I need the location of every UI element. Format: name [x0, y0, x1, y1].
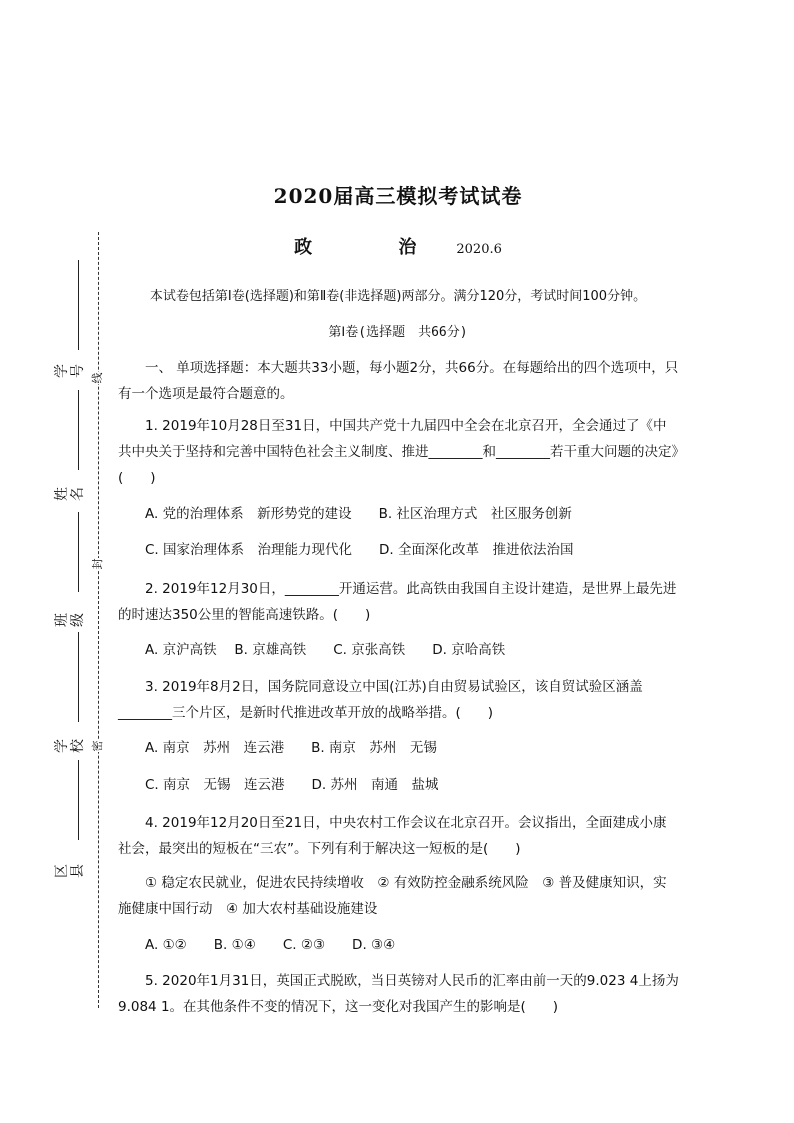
- subject-name: 政 治: [294, 237, 457, 258]
- cut-line: [98, 232, 99, 1008]
- class-label: 班级: [54, 613, 86, 627]
- cut-mark-feng: 封: [91, 558, 104, 570]
- xuexiao-blank: [78, 632, 79, 722]
- question-4-options: A. ①② B. ①④ C. ②③ D. ③④: [145, 937, 396, 953]
- quxian-blank: [78, 760, 79, 840]
- exam-date: 2020.6: [456, 242, 502, 257]
- name-label: 姓名: [54, 487, 86, 501]
- banji-blank: [78, 512, 79, 592]
- question-2-stem: 2. 2019年12月30日，________开通运营。此高铁由我国自主设计建造，是世界上最先进的时速达350公里的智能高速铁路。( ): [118, 581, 677, 623]
- xingming-blank: [78, 390, 79, 470]
- cut-mark-xian: 线: [91, 372, 104, 384]
- part1-title: 第Ⅰ卷(选择题 共66分): [328, 325, 468, 340]
- question-1-options-row2: C. 国家治理体系 治理能力现代化 D. 全面深化改革 推进依法治国: [145, 542, 574, 558]
- xuehao-blank: [78, 260, 79, 350]
- district-label: 区县: [54, 864, 86, 878]
- question-3-stem: 3. 2019年8月2日，国务院同意设立中国(江苏)自由贸易试验区，该自贸试验区涵盖________三个片区，是新时代推进改革开放的战略举措。( ): [118, 679, 643, 721]
- question-2-options: A. 京沪高铁 B. 京雄高铁 C. 京张高铁 D. 京哈高铁: [145, 642, 506, 658]
- cut-mark-mi: 密: [91, 740, 104, 752]
- exam-title: 2020届高三模拟考试试卷: [273, 184, 523, 208]
- question-1-options-row1: A. 党的治理体系 新形势党的建设 B. 社区治理方式 社区服务创新: [145, 506, 572, 522]
- school-label: 学校: [54, 739, 86, 753]
- binding-margin: [0, 0, 115, 1123]
- question-4-stem: 4. 2019年12月20日至21日，中央农村工作会议在北京召开。会议指出，全面建成小康社会，最突出的短板在“三农”。下列有利于解决这一短板的是( ): [118, 815, 667, 857]
- question-3-options-row2: C. 南京 无锡 连云港 D. 苏州 南通 盐城: [145, 777, 439, 793]
- student-id-label: 学号: [54, 364, 86, 378]
- exam-intro: 本试卷包括第Ⅰ卷(选择题)和第Ⅱ卷(非选择题)两部分。满分120分，考试时间100分钟。: [149, 289, 647, 304]
- question-3-options-row1: A. 南京 苏州 连云港 B. 南京 苏州 无锡: [145, 740, 437, 756]
- question-5-stem: 5. 2020年1月31日，英国正式脱欧，当日英镑对人民币的汇率由前一天的9.023 4上扬为9.084 1。在其他条件不变的情况下，这一变化对我国产生的影响是( ): [118, 973, 679, 1015]
- question-1-stem: 1. 2019年10月28日至31日，中国共产党十九届四中全会在北京召开，全会通过了《中共中央关于坚持和完善中国特色社会主义制度、推进________和________若干重大问题的决定》( ): [118, 418, 679, 486]
- section1-instructions: 一、 单项选择题：本大题共33小题，每小题2分，共66分。在每题给出的四个选项中，只有一个选项是最符合题意的。: [118, 360, 679, 402]
- subject-line: [118, 233, 678, 259]
- question-4-statements: ① 稳定农民就业，促进农民持续增收 ② 有效防控金融系统风险 ③ 普及健康知识，实施健康中国行动 ④ 加大农村基础设施建设: [118, 875, 667, 917]
